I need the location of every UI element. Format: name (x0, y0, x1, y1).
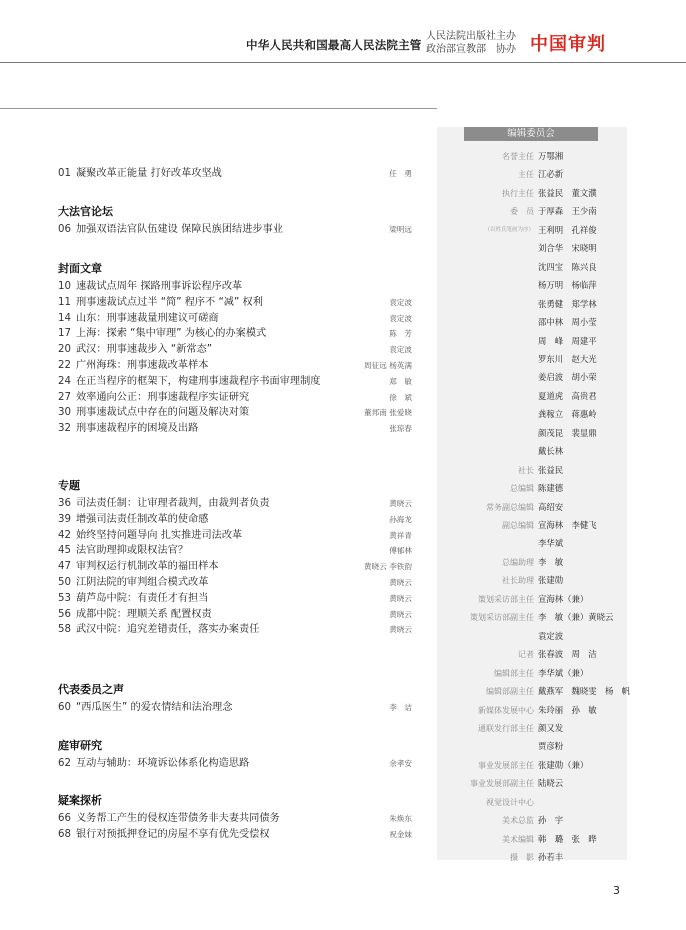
toc-page-number: 27 (58, 391, 71, 403)
toc-entry[interactable] (58, 295, 418, 311)
editorial-names: 孙 宇 (538, 815, 564, 826)
editorial-role: 副总编辑 (502, 521, 534, 530)
editorial-role: 事业发展部副主任 (470, 779, 534, 789)
toc-section-heading: 代表委员之声 (58, 683, 124, 696)
toc-page-number: 60 (58, 702, 71, 713)
toc-article-title: 始终坚持问题导向 扎实推进司法改革 (76, 529, 243, 541)
toc-entry[interactable] (58, 827, 418, 843)
editorial-role: 执行主任 (502, 188, 534, 198)
editorial-board-row (437, 592, 627, 607)
toc-author: 孙海龙 (389, 514, 412, 524)
publisher-line-1: 人民法院出版社主办 (426, 31, 516, 42)
editorial-board-row (437, 739, 627, 754)
editorial-board-row (437, 186, 627, 201)
toc-author: 徐 斌 (389, 392, 412, 402)
editorial-names: 姜启波 胡小荣 (538, 372, 597, 383)
toc-entry[interactable] (58, 496, 418, 512)
editorial-names: 王利明 孔祥俊 (538, 224, 597, 235)
editorial-board-row (437, 776, 627, 791)
editorial-board-row (437, 278, 627, 293)
toc-page-number: 39 (58, 513, 71, 525)
editorial-names: 于厚森 王少南 (538, 206, 597, 217)
toc-entry[interactable] (58, 543, 418, 559)
editorial-names: 孙若丰 (538, 852, 564, 863)
toc-entry[interactable] (58, 575, 418, 591)
editorial-names: 周 峰 周建平 (538, 335, 597, 346)
toc-entry[interactable] (58, 607, 418, 623)
toc-author: 董邦南 张爱晓 (364, 408, 412, 418)
toc-article-title: 增强司法责任制改革的使命感 (76, 513, 209, 525)
editorial-role: 编辑部副主任 (486, 687, 534, 697)
toc-author: 傅郁林 (389, 546, 412, 556)
toc-entry[interactable] (58, 591, 418, 607)
toc-author: 黄晓云 (389, 499, 412, 508)
toc-article-title: 江阴法院的审判组合模式改革 (76, 577, 209, 588)
toc-page-number: 58 (58, 624, 71, 636)
editorial-board-row (437, 426, 627, 441)
editorial-board-row (437, 334, 627, 349)
toc-article-title: 上海：探索 “集中审理” 为核心的办案模式 (76, 328, 267, 340)
editorial-board-row (437, 518, 627, 533)
toc-author: 袁定波 (389, 313, 412, 323)
editorial-board-row (437, 315, 627, 330)
editorial-role: 编辑部主任 (494, 668, 534, 678)
editorial-names: 宣海林 李健飞 (538, 520, 597, 530)
editorial-role: 视觉设计中心 (486, 797, 534, 807)
editorial-names: 李华斌 (538, 538, 564, 549)
toc-entry[interactable] (58, 374, 418, 390)
toc-page-number: 20 (58, 344, 71, 356)
toc-author: 李 诘 (389, 703, 412, 712)
editorial-names: 张益民 (538, 464, 564, 475)
toc-entry[interactable] (58, 279, 418, 295)
editorial-names: 戴长林 (538, 446, 564, 457)
editorial-names: 张勇健 郑学林 (538, 298, 597, 309)
toc-author: 郑 敏 (389, 376, 412, 386)
page-number: 3 (613, 884, 620, 897)
editorial-names: 邵中林 周小莹 (538, 317, 597, 328)
toc-article-title: 速裁试点周年 探路刑事诉讼程序改革 (76, 281, 243, 292)
toc-page-number: 45 (58, 545, 71, 557)
editorial-board-row (437, 573, 627, 588)
toc-article-title: 山东：刑事速裁量刑建议可磋商 (76, 312, 219, 324)
editorial-board-row (437, 684, 631, 699)
publisher-line-2: 政治部宣教部 协办 (426, 44, 516, 55)
toc-page-number: 30 (58, 407, 71, 419)
toc-author: 黄晓云 李铁韵 (364, 562, 412, 572)
toc-page-number: 10 (58, 281, 71, 292)
toc-article-title: 武汉中院：追究差错责任，落实办案责任 (76, 624, 260, 636)
toc-section-heading: 专题 (58, 479, 80, 492)
editorial-board-row (437, 758, 627, 773)
toc-article-title: 在正当程序的框架下，构建刑事速裁程序书面审理制度 (76, 375, 321, 387)
editorial-board-row (437, 500, 627, 515)
editorial-names: 宣海林（兼） (538, 593, 589, 604)
editorial-role: 总编助理 (502, 557, 534, 567)
editorial-names: 袁定波 (538, 630, 564, 641)
toc-author: 任 勇 (389, 169, 412, 178)
editorial-board-row (437, 832, 627, 847)
toc-page-number: 56 (58, 608, 71, 620)
editorial-names: 刘合华 宋晓明 (538, 243, 597, 254)
editorial-board-row (437, 629, 627, 644)
toc-author: 朱焕东 (389, 814, 412, 823)
toc-entry[interactable] (58, 222, 418, 238)
toc-article-title: 葫芦岛中院：有责任才有担当 (76, 592, 209, 604)
editorial-role: 主任 (518, 170, 534, 180)
publisher-block (426, 30, 516, 56)
editorial-board-row (437, 223, 627, 238)
toc-page-number: 66 (58, 813, 71, 824)
editorial-board-row (437, 813, 627, 828)
toc-author: 陈 芳 (389, 329, 412, 339)
editorial-board-row (437, 536, 627, 551)
toc-author: 黄晓云 (389, 578, 412, 587)
editorial-board-row (437, 370, 627, 385)
toc-author: 黄晓云 (389, 593, 412, 603)
toc-author: 黄祥青 (389, 530, 412, 540)
editorial-board-row (437, 666, 627, 681)
toc-page-number: 32 (58, 423, 71, 435)
toc-author: 祝金妹 (389, 829, 412, 839)
editorial-board-row (437, 850, 627, 865)
editorial-board-row (437, 703, 627, 718)
editorial-board-row (437, 149, 627, 164)
editorial-role: 名誉主任 (502, 152, 534, 161)
editorial-role: 记者 (518, 650, 534, 660)
toc-page-number: 14 (58, 312, 71, 324)
toc-section-heading: 大法官论坛 (58, 205, 113, 218)
sponsor-line: 中华人民共和国最高人民法院主管 (246, 38, 422, 52)
toc-entry[interactable] (58, 326, 418, 342)
toc-page-number: 47 (58, 561, 71, 573)
editorial-board-row (437, 260, 627, 275)
toc-article-title: 效率通向公正：刑事速裁程序实证研究 (76, 391, 250, 403)
toc-section-heading: 庭审研究 (58, 739, 102, 752)
editorial-names: 颜茂昆 裴显鼎 (538, 427, 597, 438)
toc-author: 袁定波 (389, 345, 412, 355)
toc-author: 梁明远 (389, 225, 412, 234)
toc-author: 余孝安 (389, 759, 412, 768)
editorial-role: 策划采访部主任 (478, 594, 534, 604)
toc-article-title: 刑事速裁程序的困境及出路 (76, 423, 199, 435)
editorial-role: 委 员 (510, 207, 534, 217)
toc-entry[interactable] (58, 622, 418, 638)
editorial-board-row (437, 352, 627, 367)
toc-top-divider (0, 108, 437, 109)
toc-article-title: “西瓜医生” 的爱农情结和法治理念 (76, 702, 233, 713)
toc-entry[interactable] (58, 421, 418, 437)
editorial-role: 新媒体发展中心 (478, 705, 534, 715)
toc-author: 袁定波 (389, 297, 412, 307)
editorial-names: 沈四宝 陈兴良 (538, 261, 597, 272)
editorial-names: 戴燕军 魏晓雯 杨 帆 (538, 686, 631, 697)
editorial-board-row (437, 610, 627, 625)
editorial-role: 策划采访部副主任 (470, 613, 534, 623)
editorial-names: 李 敏（兼）黄晓云 (538, 612, 614, 623)
editorial-names: 高绍安 (538, 501, 564, 512)
toc-page-number: 22 (58, 360, 71, 371)
editorial-role: 社长 (518, 465, 534, 475)
toc-article-title: 加强双语法官队伍建设 保障民族团结进步事业 (76, 224, 283, 235)
editorial-board-row (437, 204, 627, 219)
toc-article-title: 法官助理抑或限权法官？ (76, 545, 189, 557)
toc-page-number: 06 (58, 224, 71, 235)
editorial-board-title: 编辑委员会 (464, 127, 598, 141)
editorial-role: 总编辑 (510, 484, 534, 494)
toc-entry[interactable] (58, 512, 418, 528)
editorial-board-row (437, 241, 627, 256)
toc-article-title: 刑事速裁试点过半 “简” 程序不 “减” 权利 (76, 296, 263, 308)
editorial-names: 李 敏 (538, 556, 564, 567)
editorial-board-row (437, 407, 627, 422)
toc-page-number: 62 (58, 758, 71, 769)
toc-author: 周征远 杨英满 (364, 361, 412, 370)
toc-page-number: 68 (58, 828, 71, 840)
header-divider (0, 62, 686, 63)
editorial-role: 事业发展部主任 (478, 760, 534, 770)
editorial-names: 夏道虎 高贵君 (538, 390, 597, 401)
editorial-names: 张益民 董文濮 (538, 187, 597, 198)
toc-entry[interactable] (58, 700, 418, 716)
toc-page-number: 24 (58, 375, 71, 387)
editorial-names: 李华斌（兼） (538, 667, 589, 678)
toc-entry[interactable] (58, 166, 418, 182)
editorial-names: 江必新 (538, 169, 564, 180)
editorial-names: 颜又发 (538, 722, 564, 733)
toc-article-title: 凝聚改革正能量 打好改革攻坚战 (76, 168, 222, 179)
toc-page-number: 53 (58, 592, 71, 604)
toc-page-number: 11 (58, 296, 71, 308)
toc-article-title: 互动与辅助：环境诉讼体系化构造思路 (76, 758, 250, 769)
editorial-role: 美术编辑 (502, 834, 534, 844)
editorial-names: 韩 璐 张 晔 (538, 833, 597, 844)
toc-page-number: 42 (58, 529, 71, 541)
editorial-names: 张建勋 (538, 575, 564, 586)
editorial-role: 社长助理 (502, 576, 534, 586)
toc-author: 黄晓云 (389, 609, 412, 619)
toc-entry[interactable] (58, 756, 418, 772)
magazine-logo: 中国审判 (530, 34, 606, 55)
editorial-board-row (437, 795, 627, 810)
editorial-names: 陆晓云 (538, 778, 564, 789)
toc-article-title: 司法责任制：让审理者裁判，由裁判者负责 (76, 498, 270, 509)
toc-article-title: 刑事速裁试点中存在的问题及解决对策 (76, 407, 250, 419)
editorial-role: （以姓氏笔画为序） (484, 226, 534, 233)
toc-page-number: 36 (58, 498, 71, 509)
editorial-role: 通联发行部主任 (478, 723, 534, 733)
editorial-board-row (437, 721, 627, 736)
toc-entry[interactable] (58, 311, 418, 327)
editorial-names: 杨万明 杨临萍 (538, 280, 597, 291)
toc-article-title: 审判权运行机制改革的福田样本 (76, 561, 219, 573)
editorial-names: 龚稼立 蒋惠岭 (538, 409, 597, 420)
editorial-names: 朱玲丽 孙 敏 (538, 704, 597, 715)
toc-entry[interactable] (58, 528, 418, 544)
toc-article-title: 成都中院：理顺关系 配置权责 (76, 608, 212, 620)
toc-entry[interactable] (58, 405, 418, 421)
editorial-names: 张春波 周 洁 (538, 649, 597, 660)
editorial-board-row (437, 389, 627, 404)
toc-page-number: 01 (58, 168, 71, 179)
editorial-board-panel (437, 127, 631, 863)
editorial-board-row (437, 167, 627, 182)
masthead (0, 0, 686, 62)
editorial-board-row (437, 481, 627, 496)
toc-article-title: 广州海珠：刑事速裁改革样本 (76, 360, 209, 371)
editorial-board-row (437, 463, 627, 478)
editorial-role: 常务副总编辑 (486, 502, 534, 512)
toc-article-title: 武汉：刑事速裁步入 “新常态” (76, 344, 213, 356)
editorial-board-row (437, 555, 627, 570)
editorial-names: 张建勋（兼） (538, 759, 589, 770)
toc-author: 黄晓云 (389, 625, 412, 635)
editorial-names: 罗东川 赵大光 (538, 353, 597, 364)
editorial-names: 贾彦粉 (538, 741, 564, 752)
editorial-board-row (437, 444, 627, 459)
editorial-board-row (437, 647, 627, 662)
toc-article-title: 义务帮工产生的侵权连带债务非夫妻共同债务 (76, 813, 280, 824)
toc-page-number: 50 (58, 577, 71, 588)
toc-article-title: 银行对预抵押登记的房屋不享有优先受偿权 (76, 828, 270, 840)
toc-page-number: 17 (58, 328, 71, 340)
toc-section-heading: 疑案探析 (58, 794, 102, 807)
toc-entry[interactable] (58, 559, 418, 575)
editorial-role: 美术总监 (502, 816, 534, 826)
editorial-role: 摄 影 (510, 853, 534, 863)
editorial-names: 陈建德 (538, 483, 564, 494)
toc-entry[interactable] (58, 358, 418, 374)
toc-entry[interactable] (58, 342, 418, 358)
toc-section-heading: 封面文章 (58, 262, 102, 275)
editorial-names: 万鄂湘 (538, 151, 564, 161)
toc-entry[interactable] (58, 390, 418, 406)
toc-author: 张琼春 (389, 424, 412, 434)
toc-entry[interactable] (58, 811, 418, 827)
editorial-board-row (437, 297, 627, 312)
